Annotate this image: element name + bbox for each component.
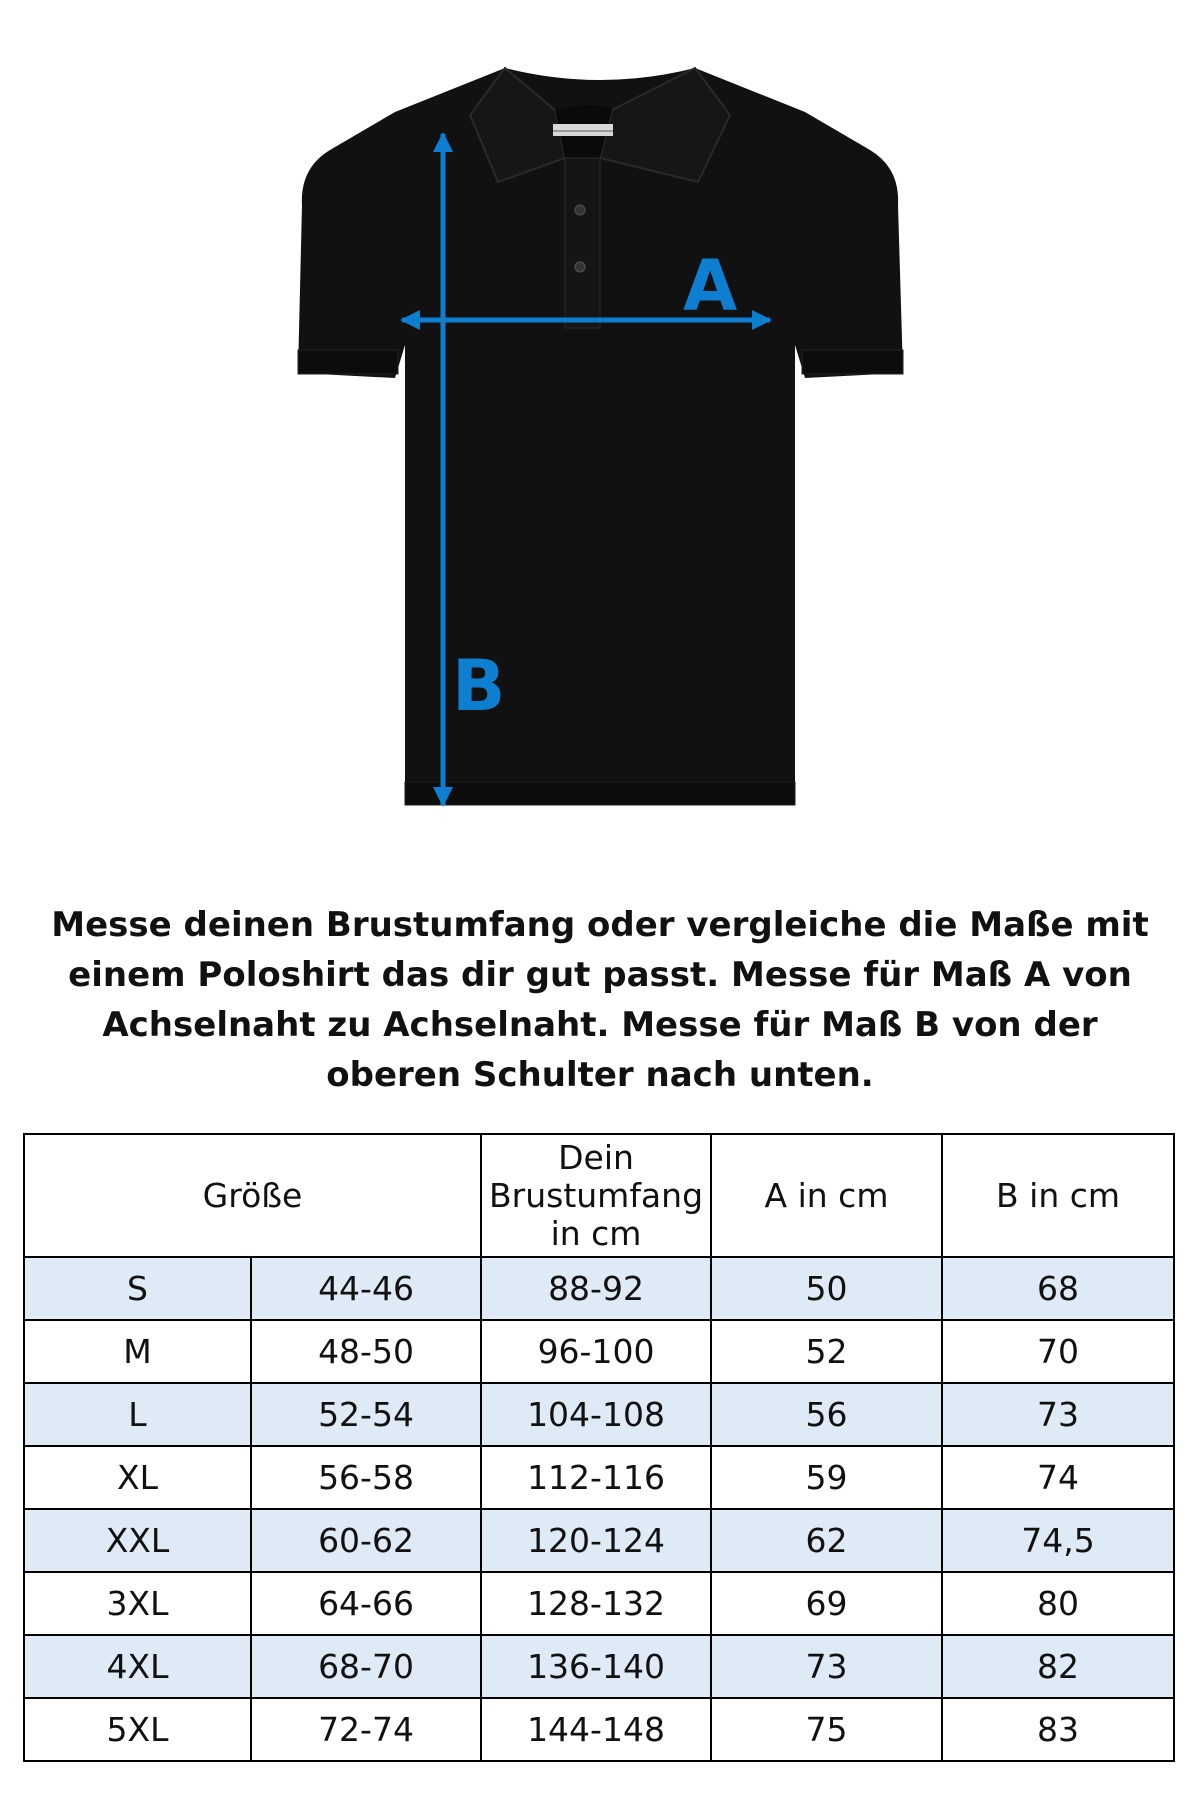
cell-size: M — [24, 1320, 251, 1383]
cell-chest: 112-116 — [481, 1446, 711, 1509]
cell-chest: 128-132 — [481, 1572, 711, 1635]
cell-chest: 88-92 — [481, 1257, 711, 1320]
cell-size: 3XL — [24, 1572, 251, 1635]
table-row — [24, 1572, 1174, 1635]
cell-b: 82 — [942, 1635, 1174, 1698]
measurement-instructions: Messe deinen Brustumfang oder vergleiche die Maße mit einem Poloshirt das dir gut passt. Messe für Maß A von Achselnaht zu Achselnaht. Messe für Maß B von der oberen Schulter nach unten. — [51, 905, 1149, 1095]
cell-size: 4XL — [24, 1635, 251, 1698]
table-row — [24, 1383, 1174, 1446]
cell-chest: 144-148 — [481, 1698, 711, 1761]
cell-a: 59 — [711, 1446, 942, 1509]
cell-b: 70 — [942, 1320, 1174, 1383]
cell-b: 74 — [942, 1446, 1174, 1509]
button-1 — [575, 205, 585, 215]
label-a: A — [683, 245, 738, 327]
right-sleeve-cuff — [802, 350, 903, 374]
cell-chest: 104-108 — [481, 1383, 711, 1446]
cell-eu-size: 60-62 — [251, 1509, 481, 1572]
cell-eu-size: 64-66 — [251, 1572, 481, 1635]
header-chest — [481, 1134, 711, 1257]
table-header-row — [24, 1134, 1174, 1257]
table-row — [24, 1509, 1174, 1572]
cell-size: L — [24, 1383, 251, 1446]
cell-b: 68 — [942, 1257, 1174, 1320]
cell-b: 80 — [942, 1572, 1174, 1635]
cell-chest: 120-124 — [481, 1509, 711, 1572]
cell-size: S — [24, 1257, 251, 1320]
cell-a: 75 — [711, 1698, 942, 1761]
table-row — [24, 1446, 1174, 1509]
cell-a: 52 — [711, 1320, 942, 1383]
header-b: B in cm — [942, 1134, 1174, 1257]
header-chest-line3: in cm — [550, 1213, 642, 1253]
header-a: A in cm — [711, 1134, 942, 1257]
cell-b: 74,5 — [942, 1509, 1174, 1572]
cell-eu-size: 56-58 — [251, 1446, 481, 1509]
cell-eu-size: 52-54 — [251, 1383, 481, 1446]
left-sleeve-cuff — [298, 350, 398, 374]
cell-eu-size: 68-70 — [251, 1635, 481, 1698]
cell-size: XL — [24, 1446, 251, 1509]
cell-a: 73 — [711, 1635, 942, 1698]
header-chest-line1: Dein — [558, 1137, 634, 1177]
cell-size: XXL — [24, 1509, 251, 1572]
cell-eu-size: 48-50 — [251, 1320, 481, 1383]
label-b: B — [452, 645, 506, 727]
polo-shirt-figure — [0, 0, 1200, 840]
cell-a: 56 — [711, 1383, 942, 1446]
cell-a: 69 — [711, 1572, 942, 1635]
placket — [565, 158, 600, 328]
button-2 — [575, 262, 585, 272]
cell-eu-size: 72-74 — [251, 1698, 481, 1761]
cell-size: 5XL — [24, 1698, 251, 1761]
cell-b: 83 — [942, 1698, 1174, 1761]
cell-eu-size: 44-46 — [251, 1257, 481, 1320]
header-chest-line2: Brustumfang — [489, 1175, 704, 1215]
cell-a: 50 — [711, 1257, 942, 1320]
cell-chest: 96-100 — [481, 1320, 711, 1383]
table-row — [24, 1257, 1174, 1320]
header-size: Größe — [24, 1134, 481, 1257]
cell-b: 73 — [942, 1383, 1174, 1446]
size-chart-table — [23, 1133, 1175, 1762]
cell-chest: 136-140 — [481, 1635, 711, 1698]
cell-a: 62 — [711, 1509, 942, 1572]
table-row — [24, 1635, 1174, 1698]
table-row — [24, 1320, 1174, 1383]
shirt-hem — [405, 782, 795, 805]
table-row — [24, 1698, 1174, 1761]
